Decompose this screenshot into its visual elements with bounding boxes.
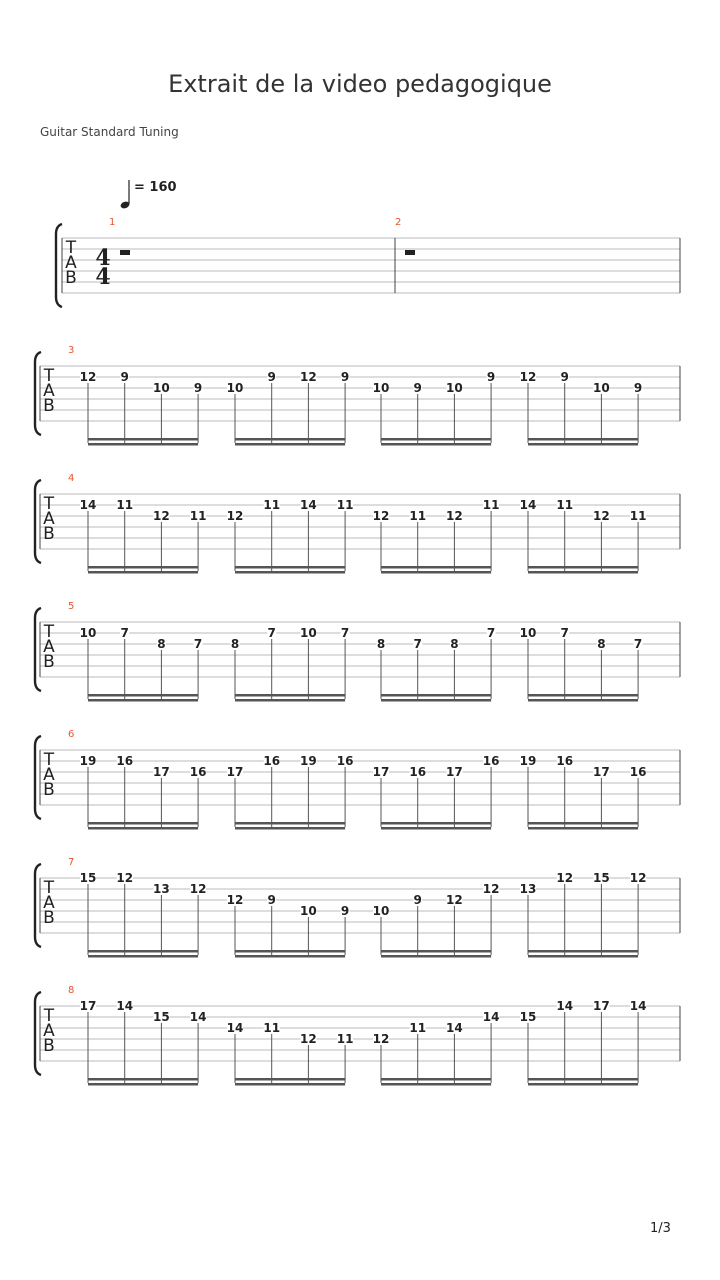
beam	[88, 1078, 198, 1081]
fret-number: 13	[153, 882, 170, 896]
tempo-prefix: =	[134, 180, 150, 195]
beam	[381, 950, 491, 953]
fret-number: 17	[153, 765, 170, 779]
fret-number: 7	[633, 637, 643, 651]
fret-number: 8	[376, 637, 386, 651]
tab-clef-letter: B	[65, 268, 77, 288]
fret-number: 13	[519, 882, 537, 896]
fret-number: 16	[482, 754, 500, 768]
fret-number: 10	[79, 626, 97, 640]
fret-number: 17	[226, 765, 244, 779]
fret-number: 7	[413, 637, 422, 651]
fret-number: 11	[189, 509, 207, 523]
fret-number: 8	[157, 637, 166, 651]
fret-number: 17	[593, 999, 610, 1013]
fret-number: 10	[519, 626, 537, 640]
fret-number: 10	[226, 381, 244, 395]
fret-number: 14	[79, 498, 97, 512]
fret-number: 16	[116, 754, 134, 768]
fret-number: 12	[300, 370, 317, 384]
fret-number: 10	[593, 381, 610, 395]
fret-number: 12	[482, 882, 500, 896]
beam	[235, 1078, 345, 1081]
measure-number: 6	[68, 729, 75, 740]
fret-number: 9	[633, 381, 643, 395]
fret-number: 9	[340, 370, 350, 384]
beam	[528, 1078, 638, 1081]
fret-number: 12	[556, 871, 574, 885]
beam	[528, 438, 638, 441]
beam	[235, 566, 345, 569]
beam	[235, 1083, 345, 1086]
fret-number: 10	[446, 381, 463, 395]
tab-clef-letter: A	[65, 253, 77, 273]
beam	[88, 827, 198, 830]
fret-number: 11	[116, 498, 134, 512]
fret-number: 17	[593, 765, 610, 779]
fret-number: 11	[629, 509, 647, 523]
beam	[528, 1083, 638, 1086]
tab-clef-letter: A	[43, 893, 55, 913]
fret-number: 10	[372, 381, 390, 395]
fret-number: 9	[413, 893, 422, 907]
time-signature-top: 4	[95, 245, 111, 271]
measure-number: 5	[68, 601, 75, 612]
fret-number: 7	[340, 626, 350, 640]
fret-number: 16	[189, 765, 207, 779]
fret-number: 12	[629, 871, 647, 885]
fret-number: 9	[560, 370, 569, 384]
fret-number: 12	[226, 893, 244, 907]
beam	[88, 1083, 198, 1086]
fret-number: 9	[413, 381, 422, 395]
beam	[381, 566, 491, 569]
tab-clef-letter: A	[43, 381, 55, 401]
tab-clef-letter: A	[43, 1021, 55, 1041]
measure-number: 2	[395, 217, 402, 228]
fret-number: 19	[519, 754, 537, 768]
fret-number: 15	[79, 871, 97, 885]
fret-number: 16	[336, 754, 354, 768]
fret-number: 14	[446, 1021, 463, 1035]
beam	[381, 438, 491, 441]
measure-number: 3	[68, 345, 75, 356]
tab-clef-letter: A	[43, 509, 55, 529]
system-bracket	[56, 224, 62, 307]
beam	[528, 571, 638, 574]
tab-clef-letter: T	[43, 750, 55, 770]
tab-clef-letter: B	[43, 1036, 55, 1056]
beam	[235, 438, 345, 441]
fret-number: 10	[300, 904, 317, 918]
beam	[88, 566, 198, 569]
beam	[235, 699, 345, 702]
fret-number: 14	[629, 999, 647, 1013]
beam	[88, 822, 198, 825]
fret-number: 14	[300, 498, 317, 512]
fret-number: 10	[300, 626, 317, 640]
half-rest	[405, 250, 415, 255]
beam	[88, 571, 198, 574]
fret-number: 15	[593, 871, 610, 885]
fret-number: 12	[153, 509, 170, 523]
fret-number: 11	[263, 498, 281, 512]
fret-number: 14	[482, 1010, 500, 1024]
fret-number: 7	[267, 626, 276, 640]
fret-number: 12	[372, 1032, 390, 1046]
beam	[528, 566, 638, 569]
fret-number: 12	[226, 509, 244, 523]
fret-number: 19	[79, 754, 97, 768]
beam	[235, 694, 345, 697]
beam	[88, 955, 198, 958]
beam	[381, 699, 491, 702]
beam	[528, 694, 638, 697]
fret-number: 11	[556, 498, 574, 512]
fret-number: 11	[409, 1021, 427, 1035]
tab-clef-letter: B	[43, 396, 55, 416]
fret-number: 12	[79, 370, 97, 384]
fret-number: 12	[116, 871, 134, 885]
fret-number: 11	[409, 509, 427, 523]
fret-number: 7	[486, 626, 496, 640]
fret-number: 14	[116, 999, 134, 1013]
tab-clef-letter: A	[43, 765, 55, 785]
measure-number: 1	[109, 217, 116, 228]
fret-number: 15	[153, 1010, 170, 1024]
fret-number: 11	[336, 498, 354, 512]
tab-clef-letter: B	[43, 652, 55, 672]
fret-number: 15	[519, 1010, 537, 1024]
tab-clef-letter: T	[43, 622, 55, 642]
half-rest	[120, 250, 130, 255]
tab-clef-letter: T	[43, 366, 55, 386]
fret-number: 14	[519, 498, 537, 512]
beam	[381, 571, 491, 574]
tab-clef-letter: B	[43, 524, 55, 544]
fret-number: 16	[263, 754, 281, 768]
beam	[235, 822, 345, 825]
fret-number: 9	[486, 370, 496, 384]
fret-number: 16	[409, 765, 427, 779]
fret-number: 7	[120, 626, 129, 640]
fret-number: 14	[189, 1010, 207, 1024]
tab-clef-letter: B	[43, 780, 55, 800]
fret-number: 16	[629, 765, 647, 779]
beam	[528, 699, 638, 702]
beam	[88, 694, 198, 697]
fret-number: 11	[263, 1021, 281, 1035]
fret-number: 17	[446, 765, 463, 779]
beam	[381, 822, 491, 825]
beam	[528, 955, 638, 958]
beam	[381, 443, 491, 446]
fret-number: 11	[336, 1032, 354, 1046]
measure-number: 4	[68, 473, 75, 484]
fret-number: 17	[372, 765, 390, 779]
fret-number: 8	[230, 637, 240, 651]
fret-number: 10	[372, 904, 390, 918]
fret-number: 9	[267, 370, 276, 384]
fret-number: 9	[340, 904, 350, 918]
fret-number: 11	[482, 498, 500, 512]
fret-number: 12	[372, 509, 390, 523]
beam	[528, 443, 638, 446]
fret-number: 14	[226, 1021, 244, 1035]
tab-clef-letter: A	[43, 637, 55, 657]
page-title: Extrait de la video pedagogique	[168, 70, 552, 98]
beam	[88, 950, 198, 953]
beam	[235, 827, 345, 830]
tab-clef-letter: T	[43, 494, 55, 514]
fret-number: 12	[446, 893, 463, 907]
fret-number: 19	[300, 754, 317, 768]
beam	[88, 443, 198, 446]
fret-number: 12	[189, 882, 207, 896]
fret-number: 8	[597, 637, 606, 651]
fret-number: 8	[450, 637, 459, 651]
fret-number: 10	[153, 381, 170, 395]
fret-number: 9	[120, 370, 129, 384]
beam	[235, 571, 345, 574]
fret-number: 9	[267, 893, 276, 907]
fret-number: 7	[560, 626, 569, 640]
beam	[381, 1078, 491, 1081]
time-signature-bottom: 4	[95, 264, 111, 290]
beam	[381, 694, 491, 697]
fret-number: 14	[556, 999, 574, 1013]
fret-number: 12	[519, 370, 537, 384]
tuning-label: Guitar Standard Tuning	[40, 125, 179, 139]
beam	[381, 955, 491, 958]
tab-clef-letter: B	[43, 908, 55, 928]
beam	[235, 443, 345, 446]
beam	[528, 822, 638, 825]
beam	[528, 950, 638, 953]
beam	[235, 955, 345, 958]
tab-clef-letter: T	[43, 878, 55, 898]
tab-clef-letter: T	[65, 238, 77, 258]
beam	[381, 827, 491, 830]
tab-clef-letter: T	[43, 1006, 55, 1026]
fret-number: 9	[193, 381, 203, 395]
beam	[381, 1083, 491, 1086]
beam	[528, 827, 638, 830]
tempo-value: 160	[149, 180, 177, 195]
fret-number: 17	[79, 999, 97, 1013]
fret-number: 16	[556, 754, 574, 768]
fret-number: 12	[593, 509, 610, 523]
fret-number: 7	[193, 637, 203, 651]
fret-number: 12	[446, 509, 463, 523]
measure-number: 7	[68, 857, 75, 868]
page-number: 1/3	[650, 1221, 671, 1236]
beam	[235, 950, 345, 953]
measure-number: 8	[68, 985, 75, 996]
fret-number: 12	[300, 1032, 317, 1046]
beam	[88, 438, 198, 441]
beam	[88, 699, 198, 702]
